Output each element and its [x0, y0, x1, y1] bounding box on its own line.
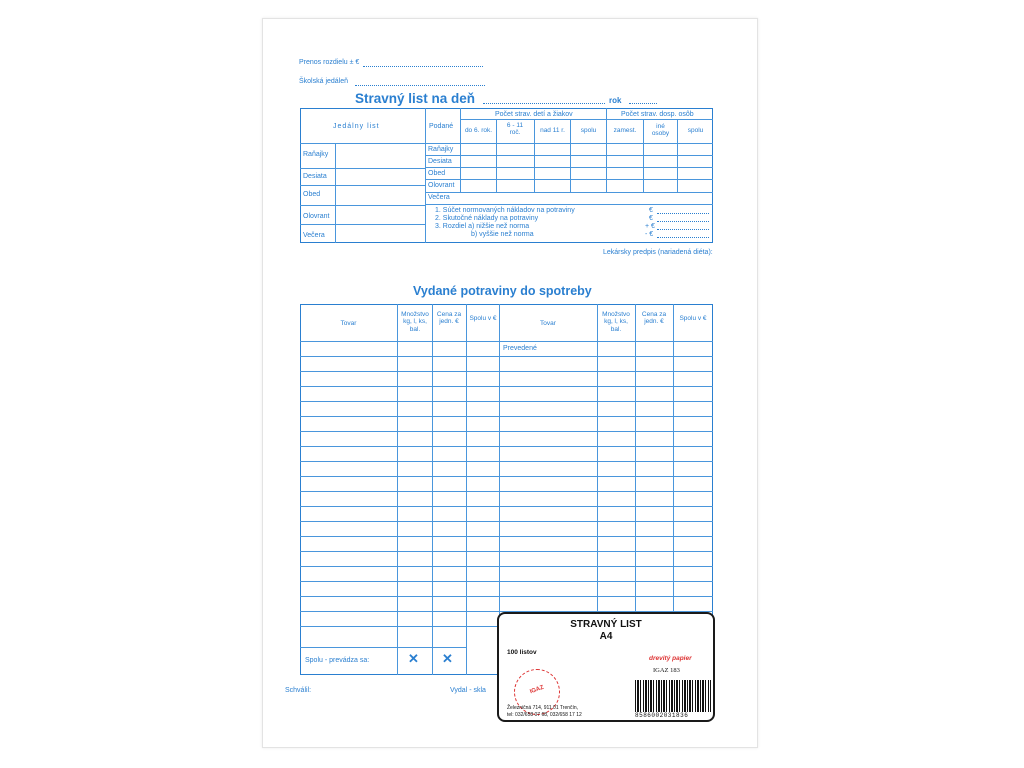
col-do6: do 6. rok.: [464, 127, 493, 134]
prenos-field[interactable]: [363, 66, 483, 67]
lekarsky-predpis: Lekársky predpis (nariadená diéta):: [603, 249, 713, 256]
table-row: [300, 536, 713, 537]
row-obed: Obed: [303, 191, 321, 198]
col-cena-right: Cena za jedn. €: [641, 311, 667, 326]
year-field[interactable]: [629, 103, 657, 104]
note-3b: b) vyššie než norma: [471, 231, 534, 238]
col-spolu2: spolu: [687, 127, 704, 134]
jedalen-label: Školská jedáleň: [299, 78, 349, 85]
barcode-number: 8586002031836: [635, 712, 689, 719]
col-spolu1: spolu: [580, 127, 597, 134]
row-vecera: Večera: [303, 232, 325, 239]
date-field[interactable]: [483, 103, 605, 104]
table-row: [300, 521, 713, 522]
col-spolu-left: Spolu v €: [469, 315, 497, 322]
table-row: [300, 506, 713, 507]
barcode: [635, 680, 711, 712]
col-spolu-right: Spolu v €: [679, 315, 707, 322]
table-row: [300, 386, 713, 387]
prenos-label: Prenos rozdielu ± €: [299, 59, 360, 66]
podane-ranajky: Raňajky: [428, 146, 454, 153]
table-row: [300, 491, 713, 492]
x-mark-1: ✕: [408, 651, 419, 666]
table-row: [300, 581, 713, 582]
jedalny-list-header: Jedálny list: [333, 123, 380, 130]
row-olovrant: Olovrant: [303, 213, 330, 220]
col-nad11: nad 11 r.: [540, 127, 565, 134]
label-papier: drevitý papier: [649, 655, 692, 662]
col-zamest: zamest.: [613, 127, 637, 134]
note-3b-currency: - €: [645, 231, 654, 238]
podane-obed: Obed: [428, 170, 446, 177]
prevedene-label: Prevedené: [503, 345, 537, 352]
table-row: [300, 416, 713, 417]
label-listov: 100 listov: [507, 649, 537, 656]
label-code: IGAZ 183: [653, 667, 680, 674]
col-tovar-left: Tovar: [340, 320, 357, 327]
podane-olovrant: Olovrant: [428, 182, 455, 189]
podane-vecera: Večera: [428, 194, 450, 201]
table-row: [300, 566, 713, 567]
x-mark-2: ✕: [442, 651, 453, 666]
children-header: Počet strav. detí a žiakov: [495, 111, 573, 118]
label-address1: Železničná 714, 911 01 Trenčín,: [507, 705, 579, 711]
table-row: [300, 551, 713, 552]
note-2: 2. Skutočné náklady na potraviny: [435, 215, 539, 222]
note-3a: 3. Rozdiel a) nižšie než norma: [435, 223, 530, 230]
table-row: [300, 596, 713, 597]
table-row: [300, 461, 713, 462]
podane-desiata: Desiata: [428, 158, 452, 165]
vydal-label: Vydal - skla: [450, 687, 486, 694]
note-1: 1. Súčet normovaných nákladov na potraviny: [435, 207, 575, 214]
col-cena-left: Cena za jedn. €: [436, 311, 462, 326]
col-ine: iné osoby: [651, 123, 670, 138]
spolu-prevadza-label: Spolu - prevádza sa:: [305, 657, 370, 664]
stamp-text: IGAZ: [529, 684, 545, 696]
table-row: [300, 401, 713, 402]
label-address2: tel: 032/658 07 68, 032/658 17 12: [507, 712, 582, 718]
label-title: STRAVNÝ LIST: [570, 619, 642, 630]
page-title: Stravný list na deň: [355, 91, 476, 106]
label-size: A4: [599, 631, 613, 642]
table-row: [300, 476, 713, 477]
goods-title: Vydané potraviny do spotreby: [413, 284, 592, 298]
col-mnozstvo-left: Množstvo kg, l, ks, bal.: [401, 311, 429, 333]
col-tovar-right: Tovar: [540, 320, 556, 327]
table-row: [300, 431, 713, 432]
note-2-currency: €: [649, 215, 653, 222]
row-desiata: Desiata: [303, 173, 327, 180]
note-3a-field[interactable]: [657, 229, 709, 230]
adults-header: Počet strav. dosp. osôb: [621, 111, 694, 118]
note-2-field[interactable]: [657, 221, 709, 222]
note-3a-currency: + €: [645, 223, 655, 230]
col-611: 6 - 11 roč.: [506, 122, 524, 137]
product-label: [497, 612, 715, 722]
row-ranajky: Raňajky: [303, 151, 329, 158]
table-row: [300, 356, 713, 357]
note-1-currency: €: [649, 207, 653, 214]
rok-label: rok: [609, 96, 622, 105]
schvalil-label: Schválil:: [285, 687, 312, 694]
jedalen-field[interactable]: [355, 85, 485, 86]
table-row: [300, 371, 713, 372]
col-mnozstvo-right: Množstvo kg, l, ks, bal.: [602, 311, 630, 333]
note-1-field[interactable]: [657, 213, 709, 214]
note-3b-field[interactable]: [657, 237, 709, 238]
podane-header: Podané: [429, 123, 454, 130]
table-row: [300, 446, 713, 447]
